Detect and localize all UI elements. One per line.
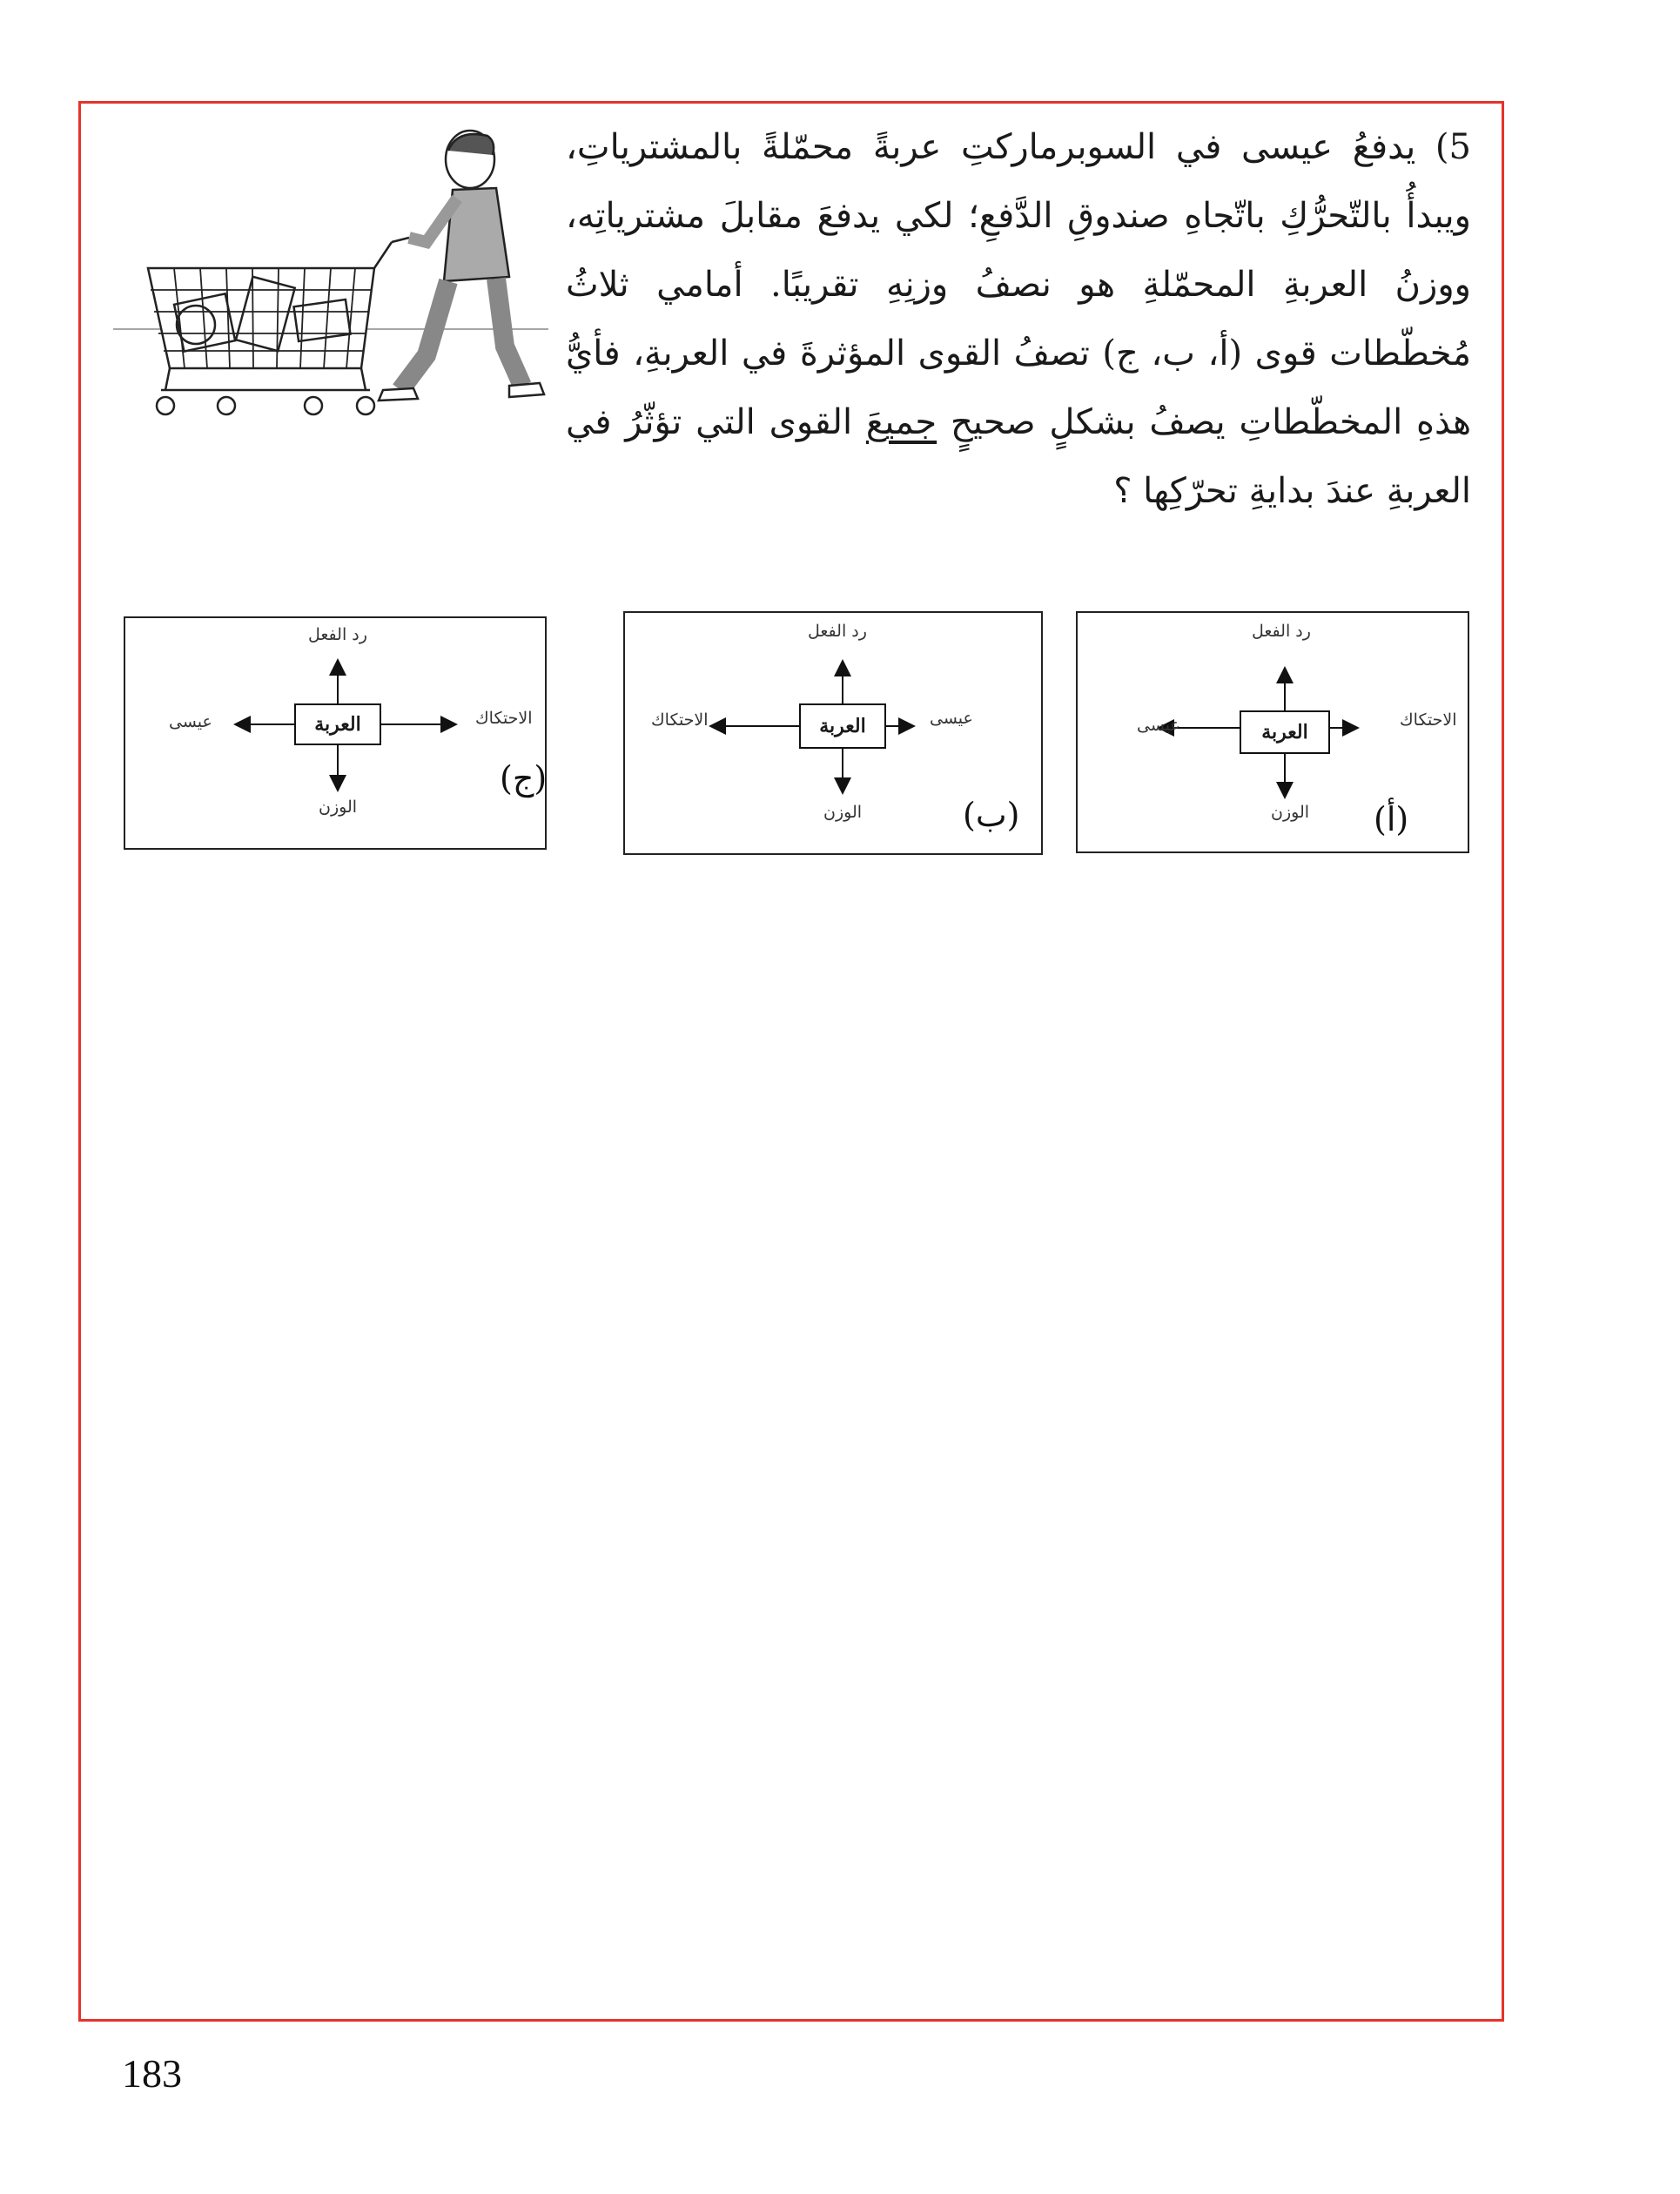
label-isa: عيسى [1137,716,1180,735]
label-reaction: رد الفعل [808,622,867,641]
man-pushing-cart-illustration [113,129,548,425]
question-line-1: 5) يدفعُ عيسى في السوبرماركتِ عربةً محمّلةً بالمشترياتِ، ويبدأُ [566,127,1471,236]
label-friction: الاحتكاك [1400,710,1457,730]
question-text [566,113,1471,526]
label-weight: الوزن [1271,803,1310,822]
cart-box: العربة [294,703,381,745]
cart-box: العربة [1240,710,1330,754]
label-isa: عيسى [930,709,973,728]
force-diagram-b [623,611,1043,855]
question-line-2: بالتّحرُّكِ باتّجاهِ صندوقِ الدَّفعِ؛ لكي يدفعَ مقابلَ مشترياتِه، ووزنُ [566,196,1471,305]
underlined-word: جميعَ [865,402,937,442]
question-line-5b: القوى التي تؤثّرُ في العربةِ عندَ بدايةِ [566,402,1471,511]
label-friction: الاحتكاك [475,709,533,728]
label-reaction: رد الفعل [1252,622,1311,641]
question-line-5a: يصفُ بشكلٍ صحيحٍ [950,402,1226,442]
label-weight: الوزن [823,803,863,822]
label-friction: الاحتكاك [651,710,709,730]
page-number: 183 [122,2051,182,2096]
diagram-letter: (ج) [500,759,548,798]
label-reaction: رد الفعل [308,625,367,644]
question-line-3: العربةِ المحمّلةِ هو نصفُ وزنِهِ تقريبًا. أمامي ثلاثُ مُخطّطات قوى [566,265,1471,374]
question-line-4: (أ، ب، ج) تصفُ القوى المؤثرةَ في العربةِ، فأيُّ هذهِ المخطّطاتِ [566,333,1472,442]
diagram-letter: (أ) [1374,800,1409,838]
force-diagram-a [1076,611,1469,853]
label-weight: الوزن [319,798,358,817]
question-line-6: تحرّكِها ؟ [1113,471,1238,511]
force-diagram-c [124,616,547,850]
cart-box: العربة [799,703,886,749]
diagram-letter: (ب) [963,796,1020,834]
label-isa: عيسى [169,712,212,731]
